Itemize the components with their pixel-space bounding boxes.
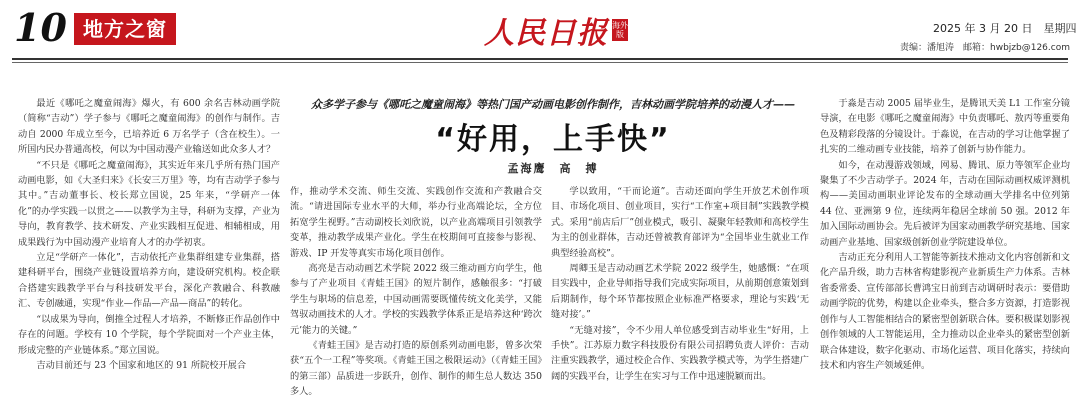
logo-text: 人民日报 bbox=[484, 16, 608, 51]
article-headline: “好用，上手快” bbox=[435, 122, 671, 157]
article-column-2 bbox=[290, 184, 542, 400]
paragraph: 如今，在动漫游戏领域，网易、腾讯、原力等领军企业均聚集了不少吉动学子。2024 年，吉动在国际动画权威评测机构——美国动画职业评论发布的全球动画大学排名中位列第 44 位、亚洲第 9 位，连续两年稳居全球前 50 强。2012 年加入国际动画协会。先后被评为国家动画教学研究基地、国家动画产业基地、国家级创新创业学院建设单位。 bbox=[820, 159, 1070, 248]
newspaper-logo bbox=[484, 10, 628, 50]
issue-date: 2025 年 3 月 20 日 星期四 bbox=[933, 22, 1077, 35]
masthead-rule-thin bbox=[12, 62, 1068, 63]
editor-line: 责编：潘旭涛 邮箱：hwbjzb@126.com bbox=[900, 43, 1070, 53]
paragraph: 吉动目前还与 23 个国家和地区的 91 所院校开展合 bbox=[36, 359, 247, 371]
paragraph: 作，推动学术交流、师生交流、实践创作交流和产教融合交流。“请进国际专业水平的大师，举办行业高端论坛，全方位拓宽学生视野。”吉动副校长刘欣说，以产业高端项目引领教学变革，推动教学成果产业化。学生在校期间可直接参与影视、游戏、IP 开发等真实市场化项目创作。 bbox=[290, 186, 542, 259]
paragraph: “无缝对接”，令不少用人单位感受到吉动毕业生“好用，上手快”。江苏原力数字科技股份有限公司招聘负责人评价：吉动注重实践教学，通过校企合作、实践教学模式等，为学生搭建广阔的实践平台，让学生在实习与工作中迅速脱颖而出。 bbox=[551, 324, 809, 382]
article-column-3 bbox=[551, 184, 809, 384]
section-title[interactable]: 地方之窗 bbox=[74, 13, 176, 45]
paragraph: 吉动正充分利用人工智能等新技术推动文化内容创新和文化产品升级，助力吉林省构建影视产业新质生产力体系。吉林省委常委、宣传部部长曹鸿宝日前到吉动调研时表示：要借助动画学院的优势，构建以企业牵头，整合多方资源，打造影视创作与人工智能相结合的紧密型创新联合体。要积极谋划影视创作领域的人工智能运用，全力推动以企业牵头的紧密型创新联合体建设，数字化驱动、市场化运营、项目化落实，持续向技术和内容生产领域延伸。 bbox=[820, 252, 1070, 371]
article-column-4 bbox=[820, 96, 1070, 373]
page-number: 10 bbox=[14, 5, 67, 50]
paragraph: 高亮是吉动动画艺术学院 2022 级三维动画方向学生，他参与了产业项目《青蛙王国》的短片制作，感触很多：“打破学生与职场的信息差，中国动画需要既懂传统文化美学，又能驾驭动画技术的人才。学校的实践教学体系正是培养这种‘跨次元’能力的关键。” bbox=[290, 263, 542, 336]
paragraph: “以成果为导向，倒推全过程人才培养，不断修正作品创作中存在的问题。学校有 10 个学院，每个学院面对一个产业主体，形成完整的产业链体系。”郑立国说。 bbox=[18, 313, 280, 356]
paragraph: 学以致用，“干而论道”。吉动还面向学生开放艺术创作项目、市场化项目、创业项目，实行“工作室+项目制”实践教学模式。采用“前店后厂”创业模式，吸引、凝聚年轻教师和高校学生为主的创业群体，吉动还曾被教育部评为“全国毕业生就业工作典型经验高校”。 bbox=[551, 186, 809, 259]
paragraph: “不只是《哪吒之魔童闹海》，其实近年来几乎所有热门国产动画电影，如《大圣归来》《长安三万里》等，均有吉动学子参与其中。”吉动董事长、校长郑立国说，25 年来，“学研产一体化”的办学实践一以贯之——以教学为主导，科研为支撑，产业为导向，教育教学、技术研发、产业实践相互促进、相辅相成，用成果践行为中国动漫产业培育人才的办学初衷。 bbox=[18, 159, 280, 248]
paragraph: 周卿玉是吉动动画艺术学院 2022 级学生，她感慨：“在项目实践中，企业导师指导我们完成实际项目，从前期创意策划到后期制作，每个环节都按照企业标准严格要求，理论与实践‘无缝对接’。” bbox=[551, 263, 809, 321]
paragraph: 最近《哪吒之魔童闹海》爆火，有 600 余名吉林动画学院（简称“吉动”）学子参与《哪吒之魔童闹海》的创作与制作。吉动自 2000 年成立至今，已培养近 6 万名学子（含在校生）。一所国内民办普通高校，何以为中国动漫产业输送如此众多人才？ bbox=[18, 98, 280, 156]
masthead bbox=[0, 0, 1080, 78]
paragraph: 于淼是吉动 2005 届毕业生，是腾讯天美 L1 工作室分镜导演，在电影《哪吒之魔童闹海》中负责哪吒、敖丙等重要角色及精彩段落的分镜设计。于淼说，在吉动的学习让他掌握了扎实的二维动画专业技能，培养了创新与协作能力。 bbox=[820, 98, 1070, 156]
article-kicker: 众多学子参与《哪吒之魔童闹海》等热门国产动画电影创作制作，吉林动画学院培养的动漫人才—— bbox=[311, 98, 795, 111]
logo-badge: 海外版 bbox=[612, 21, 628, 39]
article-column-1 bbox=[18, 96, 280, 373]
masthead-rule bbox=[12, 58, 1068, 60]
paragraph: 立足“学研产一体化”，吉动依托产业集群组建专业集群，搭建科研平台，围绕产业链设置培养方向，建设研究机构。校企联合搭建实践教学平台与科技研发平台，深化产教融合、科教融汇、专创融通，实现“作业—作品—产品—商品”的转化。 bbox=[18, 252, 280, 310]
article-byline: 孟海鹰 高 搏 bbox=[507, 162, 599, 175]
paragraph: 《青蛙王国》是吉动打造的原创系列动画电影，曾多次荣获“五个一工程”等奖项。《青蛙王国之极限运动》（《青蛙王国》的第三部）品质进一步跃升，创作、制作的师生总人数达 350 多人。 bbox=[290, 340, 542, 398]
